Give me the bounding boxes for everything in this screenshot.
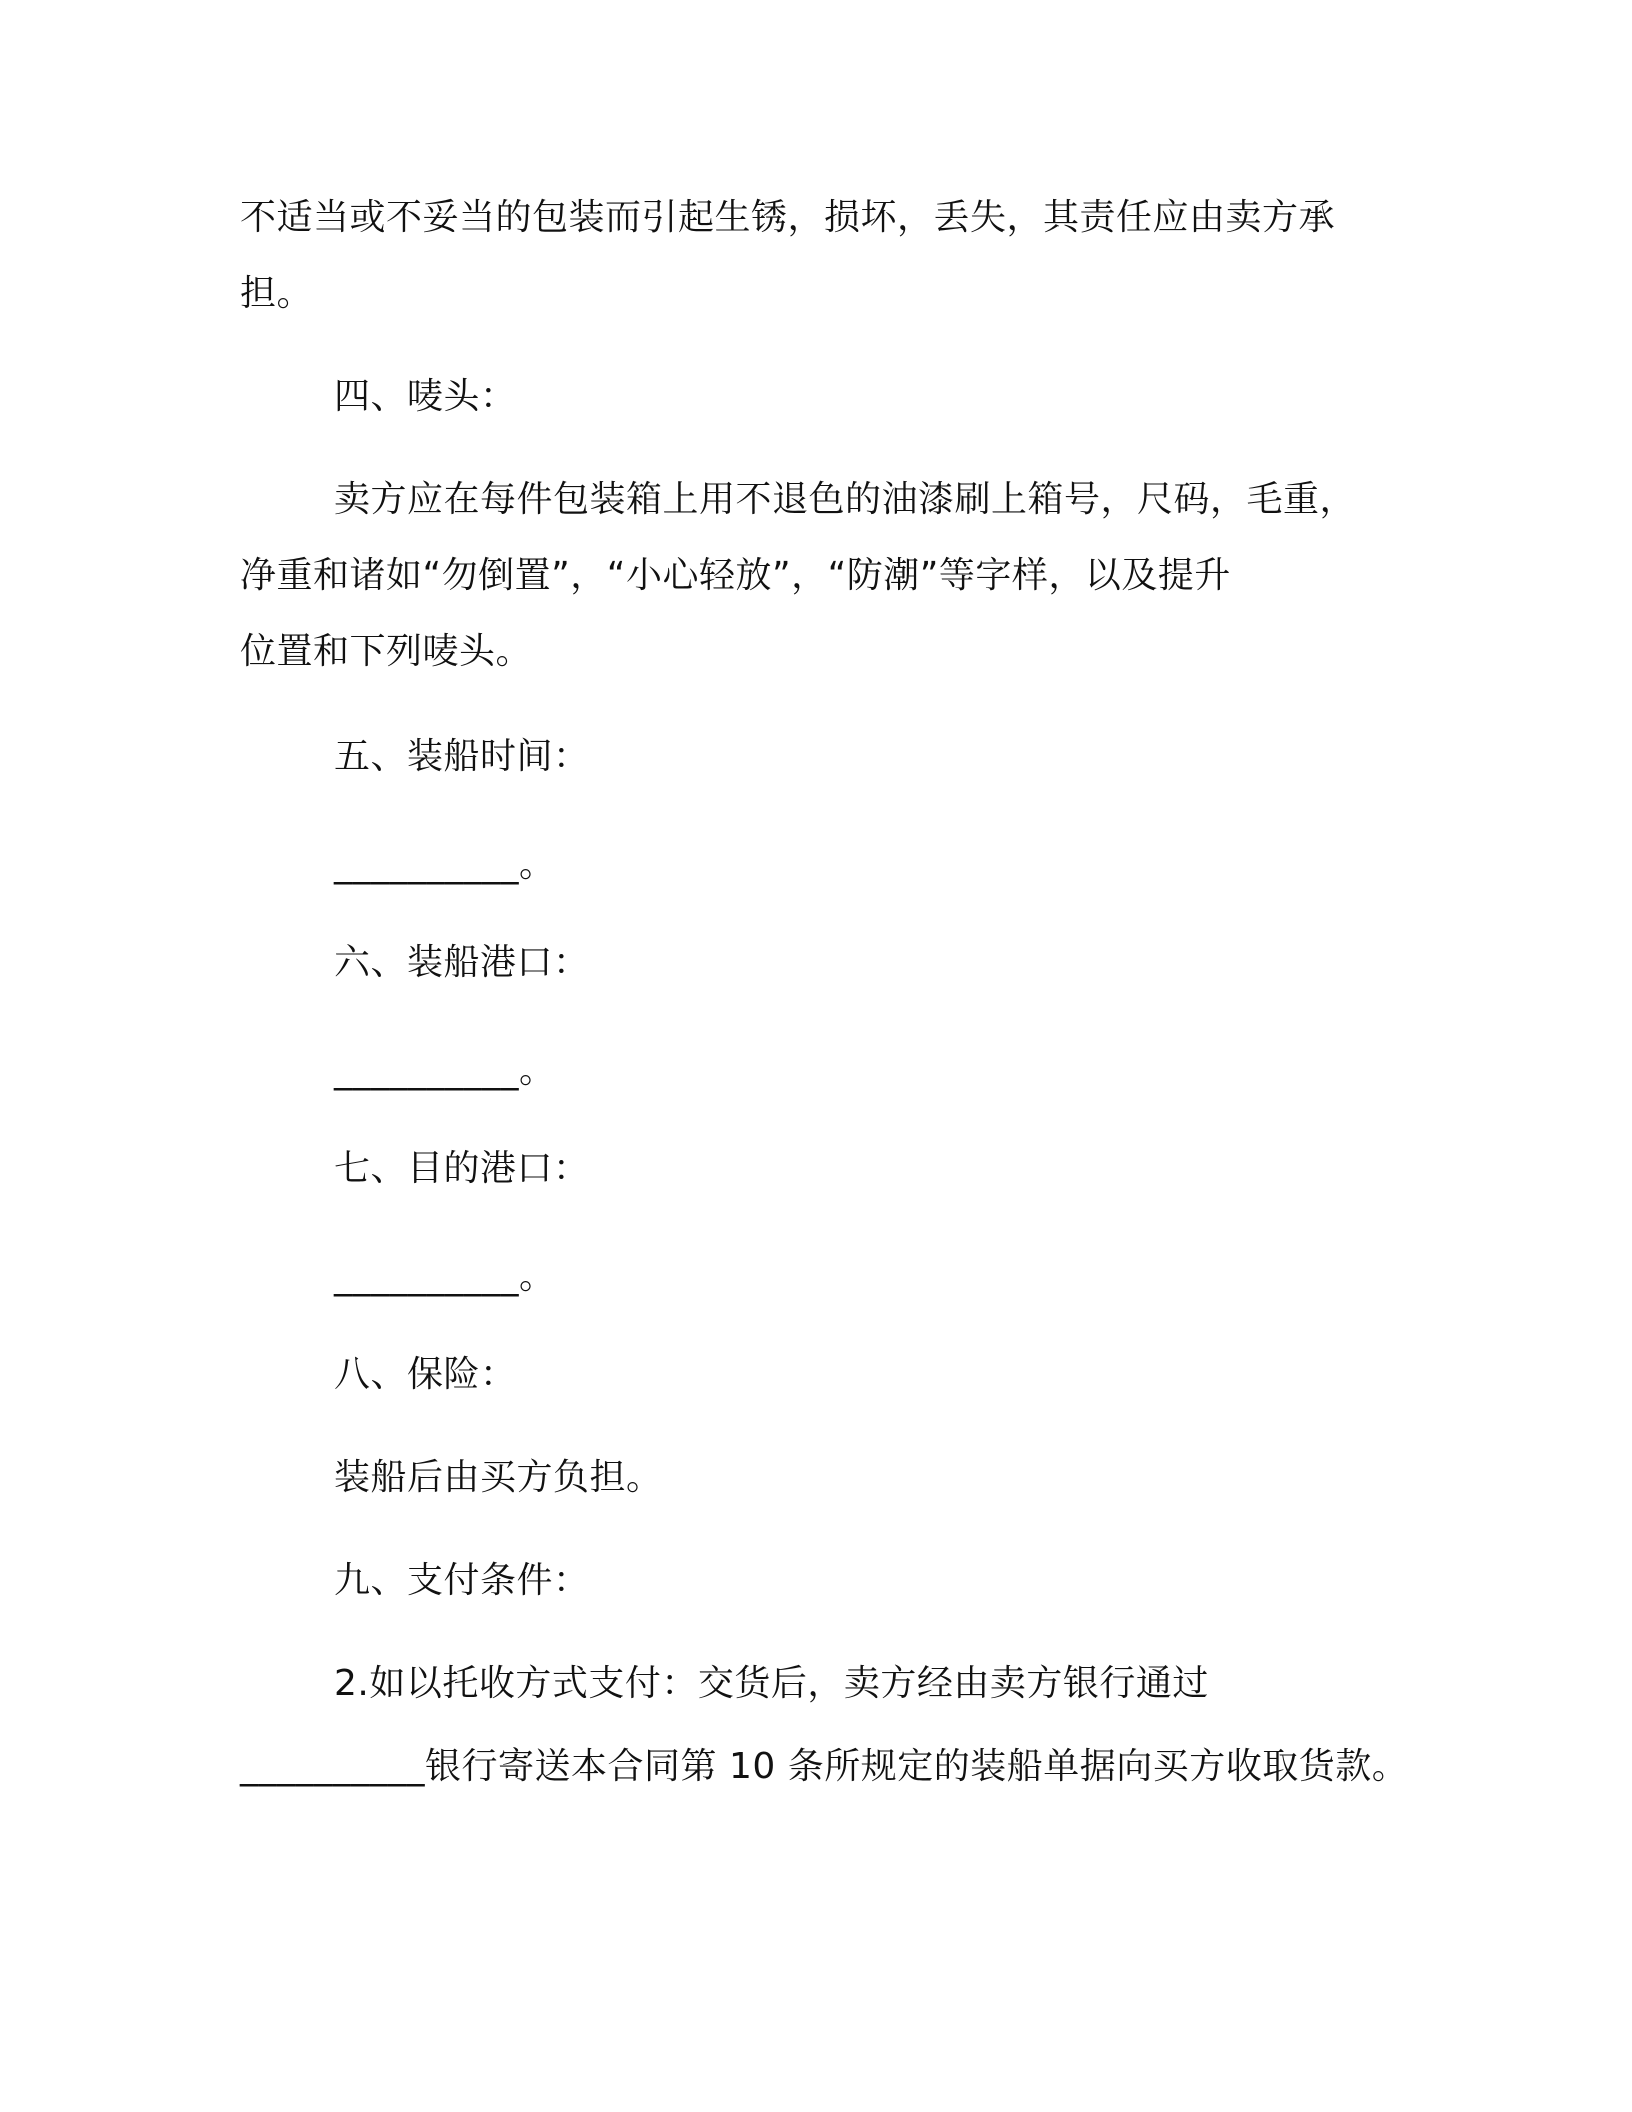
paragraph-line: 担。 [240, 273, 314, 314]
section-heading-loading-port: 六、装船港口： [334, 942, 590, 983]
blank-field-line: __________。 [334, 844, 556, 885]
paragraph-line: 卖方应在每件包装箱上用不退色的油漆刷上箱号，尺码，毛重， [334, 479, 1357, 520]
blank-field-line: __________。 [334, 1050, 556, 1091]
paragraph-line: 装船后由买方负担。 [334, 1457, 663, 1498]
blank-field-line: __________。 [334, 1256, 556, 1297]
section-heading-destination-port: 七、目的港口： [334, 1148, 590, 1189]
section-heading-marks: 四、唛头： [334, 376, 517, 417]
section-heading-insurance: 八、保险： [334, 1354, 517, 1395]
paragraph-line: 净重和诸如“勿倒置”，“小心轻放”，“防潮”等字样，以及提升 [240, 555, 1231, 596]
paragraph-line: 位置和下列唛头。 [240, 631, 533, 672]
paragraph-line: 不适当或不妥当的包装而引起生锈，损坏，丢失，其责任应由卖方承 [240, 197, 1336, 238]
section-heading-payment-terms: 九、支付条件： [334, 1560, 590, 1601]
paragraph-line: 2.如以托收方式支付：交货后，卖方经由卖方银行通过 [334, 1663, 1209, 1704]
section-heading-shipment-time: 五、装船时间： [334, 736, 590, 777]
paragraph-line: __________银行寄送本合同第 10 条所规定的装船单据向买方收取货款。 [240, 1746, 1409, 1787]
